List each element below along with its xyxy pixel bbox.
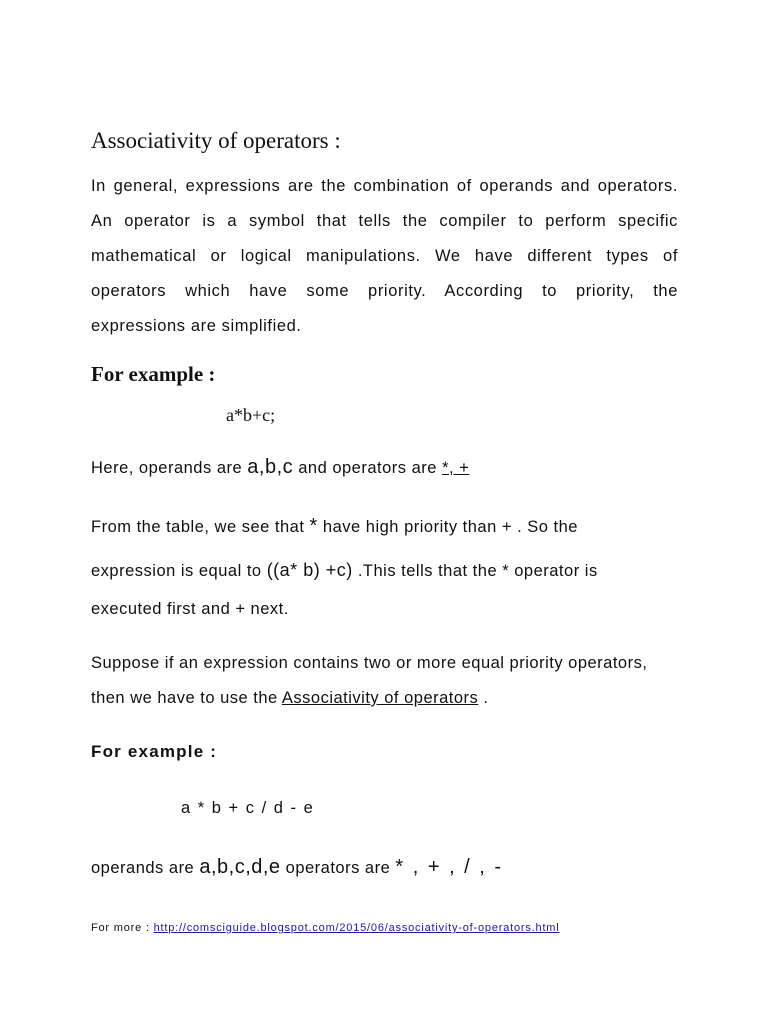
table-line-3: executed first and + next. bbox=[91, 600, 289, 618]
table-line-2 bbox=[91, 560, 598, 581]
example-expression-1: a*b+c; bbox=[226, 405, 276, 425]
operators-prefix: operators are bbox=[285, 859, 396, 877]
example-heading-1: For example : bbox=[91, 362, 216, 386]
table-text: From the table, we see that bbox=[91, 518, 310, 536]
operators-list: * , + , / , - bbox=[395, 856, 504, 878]
here-mid: and operators are bbox=[298, 459, 443, 477]
page-title: Associativity of operators : bbox=[91, 128, 341, 153]
here-operands: a,b,c bbox=[247, 456, 294, 478]
footer-line bbox=[91, 922, 560, 934]
intro-paragraph bbox=[91, 169, 678, 344]
intro-line: An operator is a symbol that tells the compiler to perform specific bbox=[91, 212, 678, 230]
intro-line: In general, expressions are the combination of operands and operators. bbox=[91, 177, 678, 195]
table-text: have high priority than bbox=[322, 518, 502, 536]
here-prefix: Here, operands are bbox=[91, 459, 248, 477]
suppose-text: . bbox=[483, 689, 489, 707]
operands-line bbox=[91, 856, 503, 879]
table-text: operator is bbox=[514, 562, 598, 580]
table-text: .This tells that the bbox=[357, 562, 503, 580]
operands-prefix: operands are bbox=[91, 859, 200, 877]
source-link[interactable]: http://comsciguide.blogspot.com/2015/06/associativity-of-operators.html bbox=[153, 922, 560, 934]
plus-symbol: + bbox=[501, 518, 512, 536]
star-symbol: * bbox=[309, 515, 318, 537]
suppose-line-2 bbox=[91, 689, 489, 708]
here-line bbox=[91, 456, 469, 479]
operands-list: a,b,c,d,e bbox=[199, 856, 281, 878]
table-line-1 bbox=[91, 515, 578, 538]
suppose-text: then we have to use the bbox=[91, 689, 282, 707]
intro-line: mathematical or logical manipulations. We have different types of bbox=[91, 247, 678, 265]
table-text: . So the bbox=[517, 518, 578, 536]
star-symbol: * bbox=[502, 562, 510, 580]
table-text: expression is equal to bbox=[91, 562, 267, 580]
example-expression-2: a * b + c / d - e bbox=[181, 799, 315, 817]
intro-line: expressions are simplified. bbox=[91, 317, 302, 335]
footer-prefix: For more : bbox=[91, 922, 154, 934]
intro-line: operators which have some priority. According to priority, the bbox=[91, 282, 678, 300]
suppose-line-1: Suppose if an expression contains two or more equal priority operators, bbox=[91, 654, 648, 672]
grouped-expression: ((a* b) +c) bbox=[266, 560, 353, 580]
here-operators: *, + bbox=[442, 459, 470, 477]
associativity-link[interactable]: Associativity of operators bbox=[281, 689, 479, 707]
example-heading-2: For example : bbox=[91, 742, 218, 761]
